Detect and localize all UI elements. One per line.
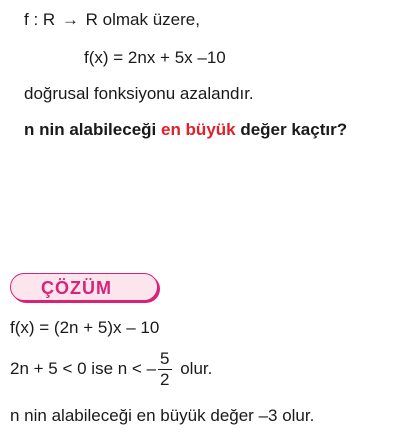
solution-line-2-suffix: olur.	[175, 359, 213, 378]
fraction-denominator: 2	[160, 370, 170, 390]
problem-line-1	[24, 10, 200, 30]
solution-line-3: n nin alabileceği en büyük değer –3 olur.	[10, 406, 315, 425]
question-part-1: n nin alabileceği	[24, 120, 161, 139]
question-highlight: en büyük	[160, 120, 236, 139]
question-part-2: değer kaçtır?	[235, 120, 348, 139]
solution-badge-label: ÇÖZÜM	[41, 278, 112, 298]
arrow-symbol: →	[61, 10, 79, 29]
problem-statement: doğrusal fonksiyonu azalandır.	[24, 84, 254, 103]
solution-line-2	[10, 348, 212, 390]
fraction	[158, 349, 171, 390]
problem-line-1-prefix: f : R	[24, 10, 60, 29]
function-definition: f(x) = 2nx + 5x –10	[84, 48, 226, 67]
solution-badge	[10, 273, 158, 301]
solution-line-2-prefix: 2n + 5 < 0 ise n < –	[10, 359, 157, 378]
solution-line-1: f(x) = (2n + 5)x – 10	[10, 318, 160, 337]
problem-question	[24, 120, 347, 140]
problem-line-1-suffix: R olmak üzere,	[80, 10, 200, 29]
fraction-numerator: 5	[160, 349, 170, 369]
